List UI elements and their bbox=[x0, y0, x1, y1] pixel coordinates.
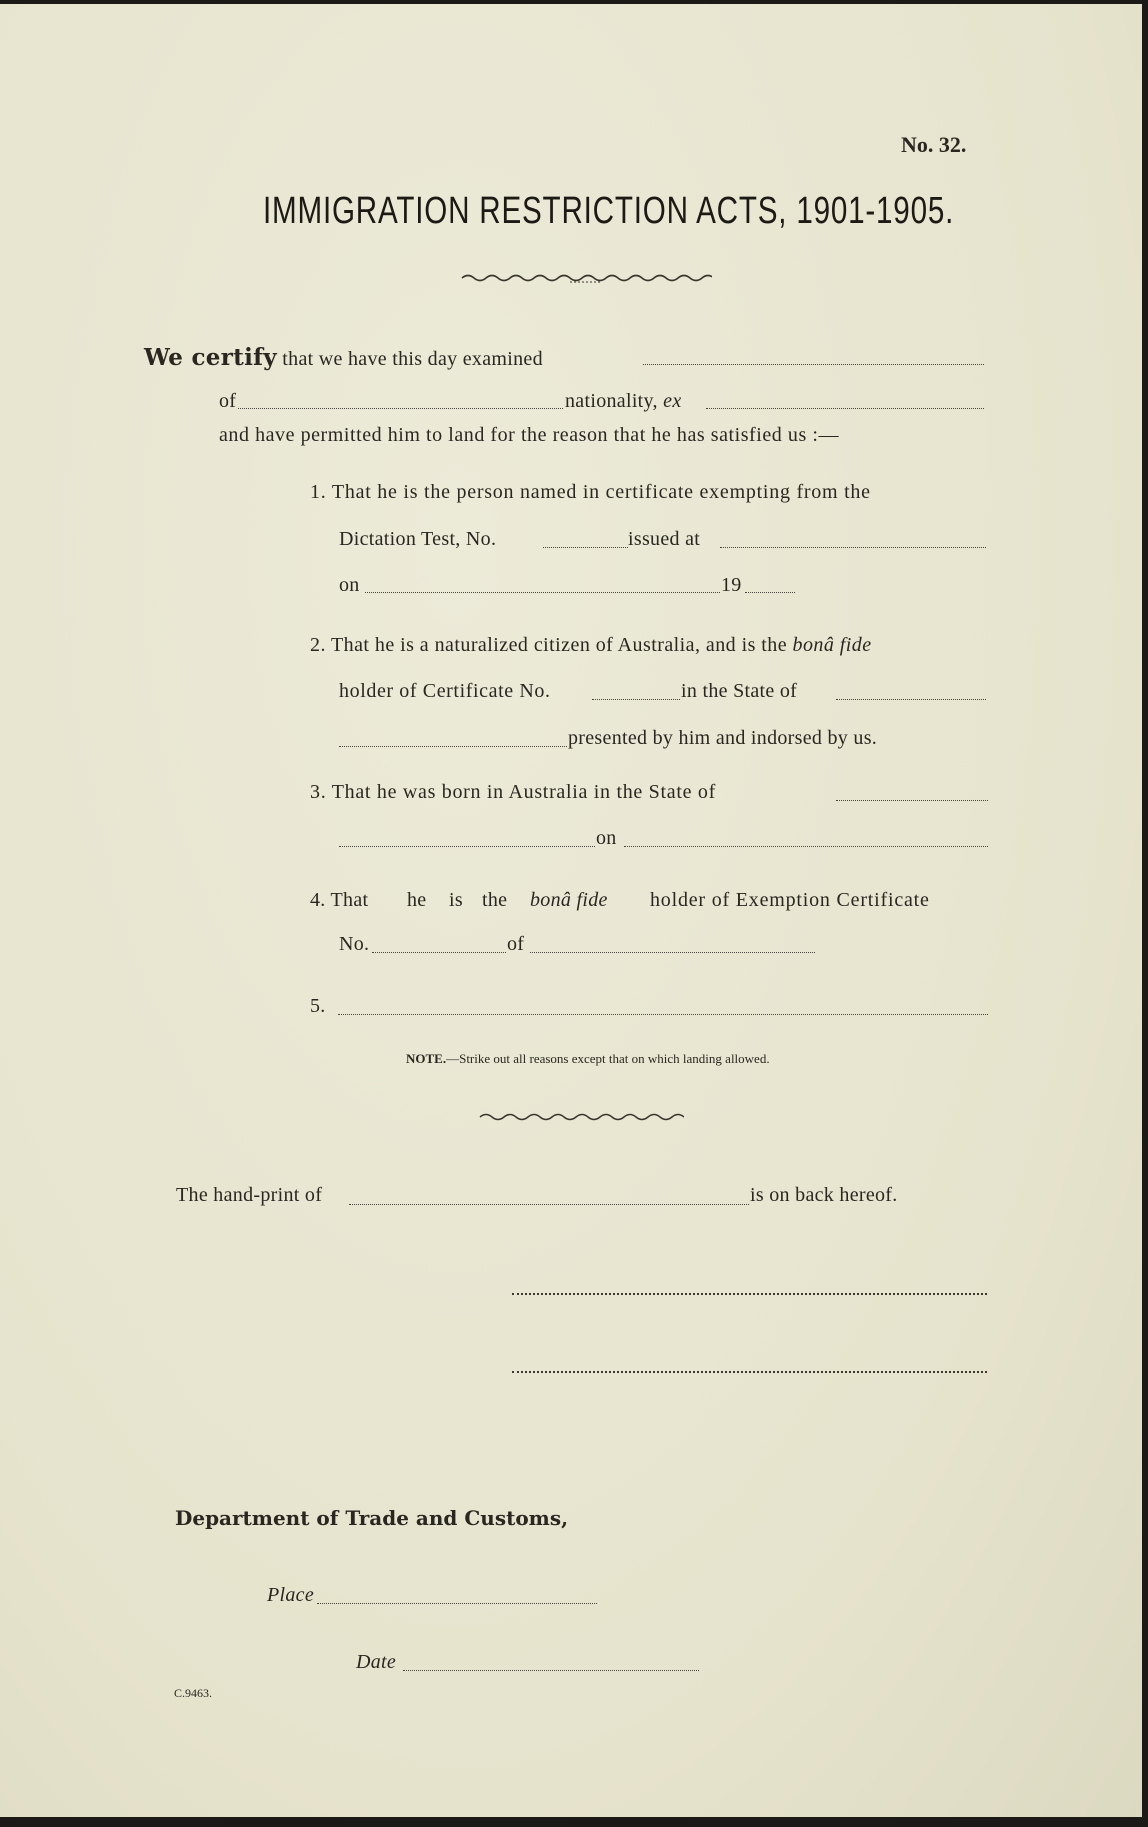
handprint-lead: The hand-print of bbox=[176, 1184, 323, 1206]
exemption-number-field[interactable] bbox=[372, 952, 506, 953]
reason-3-text: 3. That he was born in Australia in the State of bbox=[310, 781, 716, 803]
permitted-text: and have permitted him to land for the reason that he has satisfied us :— bbox=[219, 424, 839, 446]
issued-at-field[interactable] bbox=[720, 547, 986, 548]
handprint-name-field[interactable] bbox=[349, 1204, 749, 1205]
issued-year-field[interactable] bbox=[745, 592, 795, 593]
on-label-1: on bbox=[339, 574, 360, 596]
reason-4-the: the bbox=[482, 889, 508, 911]
exemption-no-label: No. bbox=[339, 933, 370, 955]
issued-date-field[interactable] bbox=[365, 592, 720, 593]
reason-5-label: 5. bbox=[310, 995, 326, 1017]
place-field[interactable] bbox=[317, 1603, 597, 1604]
dictation-number-field[interactable] bbox=[543, 547, 628, 548]
on-label-3: on bbox=[596, 827, 617, 849]
form-sheet bbox=[0, 4, 1142, 1817]
signature-line-1[interactable] bbox=[512, 1293, 987, 1295]
reason-4-bona: bonâ fide bbox=[530, 889, 608, 911]
note-text: NOTE.—Strike out all reasons except that on which landing allowed. bbox=[406, 1051, 770, 1066]
reason-1-text: 1. That he is the person named in certificate exempting from the bbox=[310, 481, 871, 503]
birth-state-field[interactable] bbox=[836, 800, 988, 801]
origin-field[interactable] bbox=[238, 408, 563, 409]
year-prefix: 19 bbox=[721, 574, 742, 596]
ornament-divider-icon bbox=[460, 270, 712, 288]
reason-2-text: 2. That he is a naturalized citizen of Australia, and is the bonâ fide bbox=[310, 634, 872, 656]
reason-5-field[interactable] bbox=[338, 1014, 988, 1015]
exemption-of-field[interactable] bbox=[530, 952, 815, 953]
nationality-label: nationality, ex bbox=[565, 390, 682, 412]
reason-4-he: he bbox=[407, 889, 427, 911]
certify-lead: We certify bbox=[144, 344, 277, 371]
holder-cert-label: holder of Certificate No. bbox=[339, 680, 551, 702]
form-code: C.9463. bbox=[174, 1686, 213, 1700]
date-field[interactable] bbox=[403, 1670, 699, 1671]
birth-place-field[interactable] bbox=[339, 846, 595, 847]
presented-text: presented by him and indorsed by us. bbox=[568, 727, 878, 749]
birth-date-field[interactable] bbox=[624, 846, 988, 847]
certify-line bbox=[144, 344, 543, 371]
state-label: in the State of bbox=[681, 680, 798, 702]
certify-text: that we have this day examined bbox=[282, 348, 543, 370]
examined-name-field[interactable] bbox=[643, 364, 984, 365]
form-number: No. 32. bbox=[901, 132, 967, 157]
ornament-divider-2-icon bbox=[478, 1110, 684, 1124]
issued-label: issued at bbox=[628, 528, 701, 550]
page-title: IMMIGRATION RESTRICTION ACTS, 1901-1905. bbox=[263, 190, 955, 232]
certificate-number-field[interactable] bbox=[592, 699, 680, 700]
reason-4-that: 4. That bbox=[310, 889, 369, 911]
reason-4-is: is bbox=[449, 889, 463, 911]
handprint-tail: is on back hereof. bbox=[750, 1184, 898, 1206]
state-field[interactable] bbox=[836, 699, 986, 700]
department-name: Department of Trade and Customs, bbox=[175, 1506, 569, 1530]
signature-line-2[interactable] bbox=[512, 1371, 987, 1373]
reason-4-holder: holder of Exemption Certificate bbox=[650, 889, 930, 911]
of-label: of bbox=[219, 390, 237, 412]
exemption-of-label: of bbox=[507, 933, 525, 955]
place-label: Place bbox=[267, 1584, 315, 1606]
dictation-label: Dictation Test, No. bbox=[339, 528, 497, 550]
ship-field[interactable] bbox=[706, 408, 984, 409]
presented-field[interactable] bbox=[339, 746, 567, 747]
date-label: Date bbox=[356, 1651, 397, 1673]
